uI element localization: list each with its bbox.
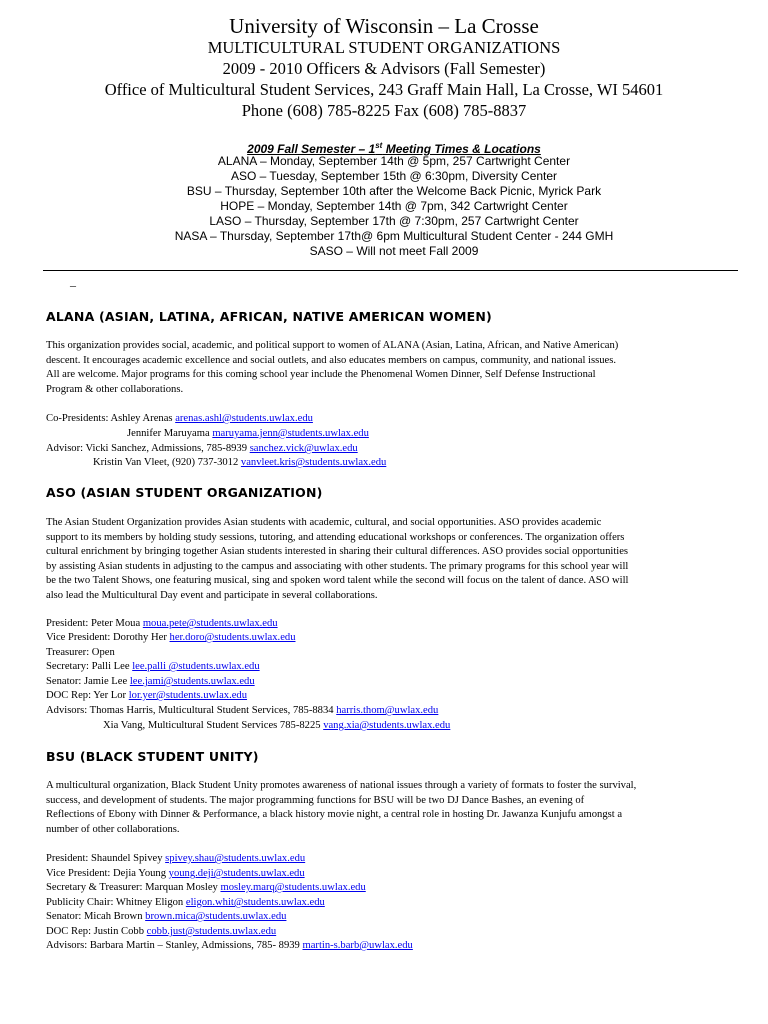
- contact-text: Vice President: Dorothy Her: [46, 632, 170, 643]
- email-link[interactable]: spivey.shau@students.uwlax.edu: [165, 853, 306, 864]
- alana-description: [46, 339, 746, 397]
- desc-line: The Asian Student Organization provides Asian students with academic, cultural, and social opportunities. ASO provides academic: [46, 517, 602, 528]
- desc-line: descent. It encourages academic excellence and social outlets, and also educates members on campus, community, and national issues.: [46, 354, 616, 366]
- contact-text: Senator: Micah Brown: [46, 911, 146, 922]
- email-link[interactable]: eligon.whit@students.uwlax.edu: [185, 897, 325, 908]
- contact-line: [46, 675, 255, 689]
- email-link[interactable]: brown.mica@students.uwlax.edu: [145, 911, 287, 922]
- email-link[interactable]: her.doro@students.uwlax.edu: [169, 632, 296, 643]
- contact-line: [46, 881, 366, 895]
- contact-text: Senator: Jamie Lee: [46, 676, 130, 687]
- desc-line: Reflections of Ebony with Dinner & Performance, a black history movie night, a central role in hosting Dr. Jawanza Kunjufu amongst a: [46, 809, 623, 821]
- contact-line: [103, 719, 450, 733]
- email-link[interactable]: lee.jami@students.uwlax.edu: [129, 676, 255, 687]
- contact-text: Xia Vang, Multicultural Student Services 785-8225: [103, 720, 324, 731]
- contact-text: DOC Rep: Justin Cobb: [46, 926, 147, 937]
- email-link[interactable]: young.deji@students.uwlax.edu: [168, 868, 305, 879]
- contact-line: [127, 427, 369, 441]
- contact-text: Publicity Chair: Whitney Eligon: [46, 897, 186, 908]
- contact-line: [46, 925, 276, 939]
- divider-dash: –: [70, 278, 76, 292]
- email-link[interactable]: martin-s.barb@uwlax.edu: [302, 940, 413, 951]
- email-link[interactable]: lor.yer@students.uwlax.edu: [128, 690, 248, 701]
- contact-text: Secretary & Treasurer: Marquan Mosley: [46, 882, 221, 893]
- email-link[interactable]: harris.thom@uwlax.edu: [336, 705, 439, 716]
- desc-line: All are welcome. Major programs for this coming school year include the Phenomenal Women Dinner, Self Defense Instructional: [46, 369, 596, 381]
- contact-line: [46, 910, 286, 924]
- bsu-heading: BSU (BLACK STUDENT UNITY): [46, 749, 259, 764]
- desc-line: A multicultural organization, Black Student Unity promotes awareness of national issues through a variety of formats to foster the survival,: [46, 780, 637, 791]
- meetings-title-sup: st: [375, 141, 383, 150]
- desc-line: by assisting Asian students in adjusting to the campus and associating with other students. The primary programs for this school year will: [46, 560, 629, 572]
- contact-line: [46, 646, 115, 660]
- contact-text: Advisors: Thomas Harris, Multicultural Student Services, 785-8834: [46, 705, 337, 716]
- desc-line: also lead the Multicultural Day event and participate in several collaborations.: [46, 589, 378, 601]
- email-link[interactable]: maruyama.jenn@students.uwlax.edu: [212, 428, 369, 439]
- alana-heading: ALANA (ASIAN, LATINA, AFRICAN, NATIVE AMERICAN WOMEN): [46, 309, 492, 324]
- contact-text: Advisor: Vicki Sanchez, Admissions, 785-8939: [46, 443, 250, 454]
- university-title: University of Wisconsin – La Crosse: [229, 14, 539, 38]
- contact-text: President: Peter Moua: [46, 618, 143, 629]
- meeting-line-aso: ASO – Tuesday, September 15th @ 6:30pm, Diversity Center: [230, 169, 558, 183]
- contact-text: Kristin Van Vleet, (920) 737-3012: [93, 457, 241, 468]
- desc-line: support to its members by holding study sessions, tutoring, and attending educational workshops or conferences. The organization offers: [46, 531, 625, 543]
- contact-line: [46, 704, 438, 718]
- aso-description: [46, 516, 746, 604]
- contact-line: [46, 660, 260, 674]
- year-title: 2009 - 2010 Officers & Advisors (Fall Semester): [222, 59, 546, 78]
- meeting-line-hope: HOPE – Monday, September 14th @ 7pm, 342 Cartwright Center: [220, 199, 568, 213]
- contact-line: [46, 896, 325, 910]
- org-title: MULTICULTURAL STUDENT ORGANIZATIONS: [207, 38, 561, 57]
- desc-line: number of other collaborations.: [46, 823, 180, 835]
- email-link[interactable]: arenas.ashl@students.uwlax.edu: [175, 413, 313, 424]
- email-link[interactable]: vanvleet.kris@students.uwlax.edu: [240, 457, 387, 468]
- desc-line: success, and development of students. The major programming functions for BSU will be two DJ Dance Bashes, an evening of: [46, 794, 585, 806]
- contact-text: Treasurer: Open: [46, 647, 115, 658]
- contact-line: [46, 689, 247, 703]
- meeting-line-bsu: BSU – Thursday, September 10th after the Welcome Back Picnic, Myrick Park: [186, 184, 602, 198]
- contact-line: [46, 631, 296, 645]
- meeting-line-laso: LASO – Thursday, September 17th @ 7:30pm, 257 Cartwright Center: [209, 214, 579, 228]
- phone-fax: Phone (608) 785-8225 Fax (608) 785-8837: [241, 101, 527, 120]
- contact-text: President: Shaundel Spivey: [46, 853, 166, 864]
- bsu-description: [46, 779, 746, 837]
- contact-text: Secretary: Palli Lee: [46, 661, 133, 672]
- aso-heading: ASO (ASIAN STUDENT ORGANIZATION): [46, 485, 323, 500]
- contact-text: Vice President: Dejia Young: [46, 868, 169, 879]
- contact-line: [46, 867, 305, 881]
- meetings-title-pre: 2009 Fall Semester – 1: [247, 142, 376, 156]
- email-link[interactable]: sanchez.vick@uwlax.edu: [249, 443, 358, 454]
- email-link[interactable]: lee.palli @students.uwlax.edu: [132, 661, 260, 672]
- desc-line: Program & other collaborations.: [46, 383, 184, 395]
- email-link[interactable]: moua.pete@students.uwlax.edu: [142, 618, 278, 629]
- meetings-title-post: Meeting Times & Locations: [382, 142, 541, 156]
- contact-line: [46, 412, 313, 426]
- contact-text: Co-Presidents: Ashley Arenas: [46, 413, 176, 424]
- contact-line: [46, 939, 413, 953]
- contact-text: Advisors: Barbara Martin – Stanley, Admissions, 785- 8939: [46, 940, 303, 951]
- desc-line: be the two Talent Shows, one featuring musical, sing and spoken word talent while the second will focus on the talent of dance. ASO will: [46, 575, 629, 587]
- contact-text: Jennifer Maruyama: [127, 428, 213, 439]
- email-link[interactable]: vang.xia@students.uwlax.edu: [323, 720, 451, 731]
- contact-text: DOC Rep: Yer Lor: [46, 690, 129, 701]
- contact-line: [93, 456, 386, 470]
- horizontal-rule: [43, 270, 738, 271]
- meeting-line-saso: SASO – Will not meet Fall 2009: [309, 244, 479, 258]
- office-address: Office of Multicultural Student Services, 243 Graff Main Hall, La Crosse, WI 54601: [104, 80, 664, 99]
- contact-line: [46, 442, 358, 456]
- meeting-line-alana: ALANA – Monday, September 14th @ 5pm, 257 Cartwright Center: [217, 154, 571, 168]
- contact-line: [46, 852, 305, 866]
- email-link[interactable]: cobb.just@students.uwlax.edu: [146, 926, 277, 937]
- desc-line: This organization provides social, academic, and political support to women of ALANA (Asian, Latina, African, and Native American): [46, 340, 619, 351]
- desc-line: cultural enrichment by bringing together Asian students interested in sharing their cultural differences. ASO provides social opportunities: [46, 546, 629, 558]
- contact-line: [46, 617, 278, 631]
- email-link[interactable]: mosley.marq@students.uwlax.edu: [220, 882, 366, 893]
- meeting-line-nasa: NASA – Thursday, September 17th@ 6pm Multicultural Student Center - 244 GMH: [174, 229, 614, 243]
